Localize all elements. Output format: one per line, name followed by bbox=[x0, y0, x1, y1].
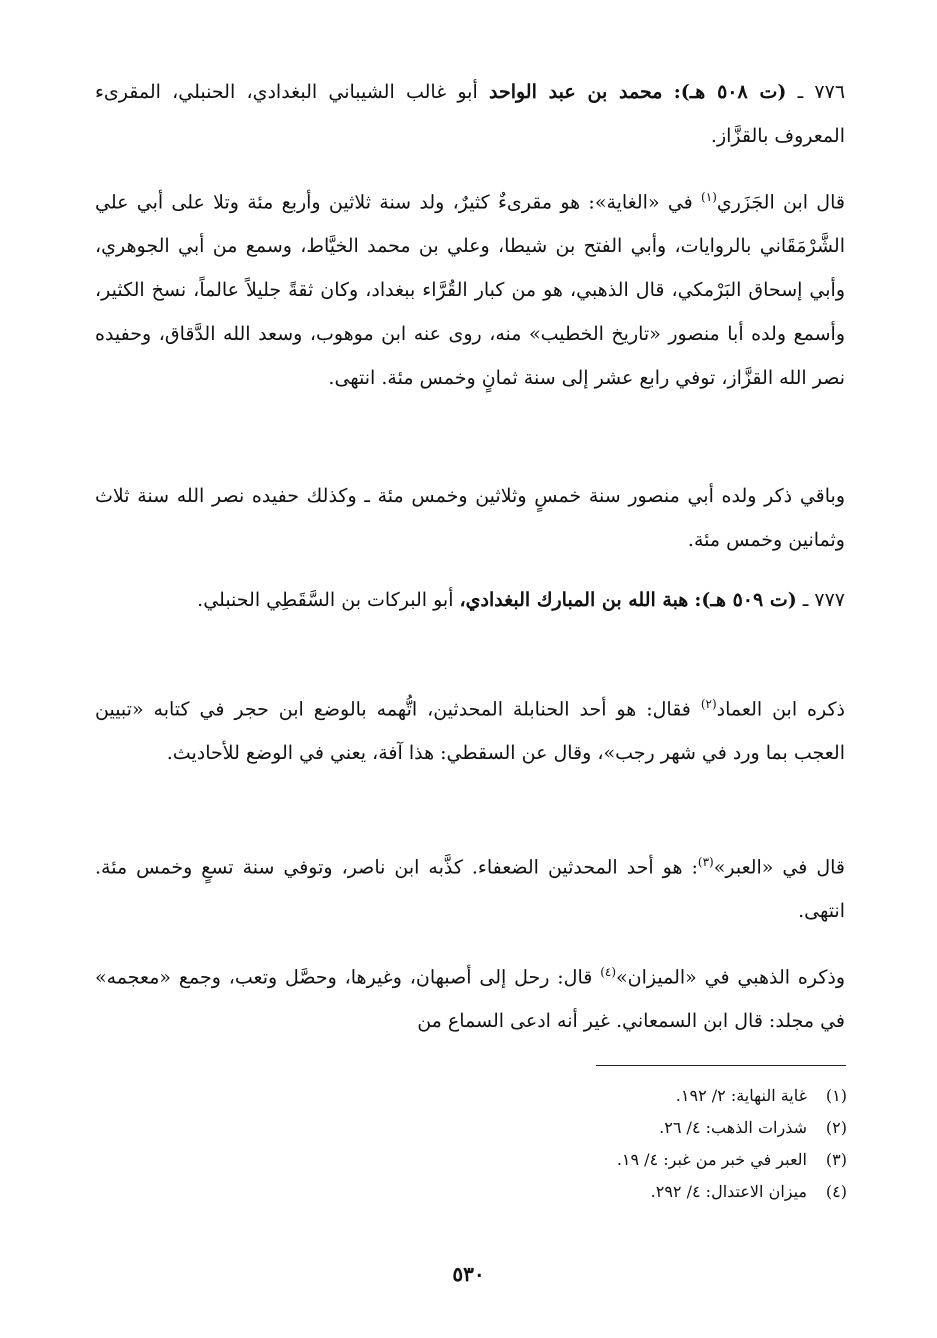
footnote-number: (٣) bbox=[825, 1150, 847, 1169]
paragraph: ذكره ابن العماد$^{(٢)}$ فقال: هو أحد الحنابلة المحدثين، اتُّهمه بالوضع ابن حجر في كتابه «تبيين العجب بما ورد في شهر رجب»، وقال عن السقطي: هذا آفة، يعني في الوضع للأحاديث. bbox=[95, 697, 845, 765]
footnote-ref: (١) bbox=[701, 190, 717, 204]
entry-number: ٧٧٧ bbox=[814, 589, 845, 611]
footnote-text: العبر في خبر من غبر: ٤/ ١٩. bbox=[616, 1150, 807, 1169]
paragraph: وذكره الذهبي في «الميزان»$^{(٤)}$ قال: رحل إلى أصبهان، وغيرها، وحصَّل وتعب، وجمع «معجمه» في مجلد: قال ابن السمعاني. غير أنه ادعى السماع من bbox=[95, 965, 846, 1033]
footnote-divider bbox=[596, 1065, 846, 1066]
footnote-text: ميزان الاعتدال: ٤/ ٢٩٢. bbox=[650, 1182, 807, 1201]
footnote-number: (٤) bbox=[825, 1182, 847, 1201]
footnote bbox=[500, 1112, 847, 1144]
entry-name-rest: أبو غالب الشيباني البغدادي، الحنبلي، المقرىء المعروف بالقزَّاز. bbox=[95, 81, 845, 147]
entry-name: هبة الله بن المبارك البغدادي، bbox=[459, 589, 689, 611]
footnote-ref: (٢) bbox=[700, 697, 717, 711]
footnote bbox=[500, 1080, 847, 1112]
page-number: ٥٣٠ bbox=[452, 1262, 485, 1286]
paragraph: وباقي ذكر ولده أبي منصور سنة خمسٍ وثلاثين وخمس مئة ـ وكذلك حفيده نصر الله سنة ثلاث وثمانين وخمس مئة. bbox=[95, 485, 845, 551]
footnote bbox=[500, 1176, 847, 1208]
paragraph: قال ابن الجَزَري$^{(١)}$ في «الغاية»: هو مقرىءٌ كثيرٌ، ولد سنة ثلاثين وأربع مئة وتلا على أبي علي الشَّرْمَقَاني بالروايات، وأبي الفتح بن شيطا، وعلي بن محمد الخيَّاط، وسمع من أبي الجوهري، وأبي إسحاق البَرْمكي، قال الذهبي، هو من كبار القُرَّاء ببغداد، وكان ثقةً جليلاً عالماً، نسخ الكثير، وأسمع ولده أبا منصور «تاريخ الخطيب» منه، روى عنه ابن موهوب، وسعد الله الدَّقاق، وحفيده نصر الله القزَّاز، توفي رابع عشر إلى سنة ثمانٍ وخمس مئة. انتهى. bbox=[95, 190, 845, 390]
entry-name: محمد بن عبد الواحد bbox=[488, 81, 663, 103]
entry-date: (ت ٥٠٩ هـ): bbox=[694, 589, 797, 611]
paragraph: قال في «العبر»$^{(٣)}$: هو أحد المحدثين الضعفاء. كذَّبه ابن ناصر، وتوفي سنة تسعٍ وخمس مئة. انتهى. bbox=[95, 855, 845, 923]
footnote-text: غاية النهاية: ٢/ ١٩٢. bbox=[675, 1086, 807, 1105]
footnote-ref: (٣) bbox=[697, 855, 714, 869]
footnotes bbox=[500, 1080, 847, 1208]
footnote-text: شذرات الذهب: ٤/ ٢٦. bbox=[659, 1118, 807, 1137]
footnote-number: (٢) bbox=[825, 1118, 847, 1137]
entry-number: ٧٧٦ bbox=[814, 81, 846, 103]
footnote-ref: (٤) bbox=[600, 965, 617, 979]
footnote-number: (١) bbox=[825, 1086, 847, 1105]
entry-777: ٧٧٧ ـ (ت ٥٠٩ هـ): هبة الله بن المبارك البغدادي، أبو البركات بن السَّقَطِي الحنبلي. bbox=[197, 589, 845, 611]
footnote bbox=[500, 1144, 847, 1176]
entry-date: (ت ٥٠٨ هـ): bbox=[673, 81, 787, 103]
entry-name-rest: أبو البركات بن السَّقَطِي الحنبلي. bbox=[197, 589, 454, 611]
entry-776: ٧٧٦ ـ (ت ٥٠٨ هـ): محمد بن عبد الواحد أبو غالب الشيباني البغدادي، الحنبلي، المقرىء المعروف بالقزَّاز. bbox=[95, 81, 846, 147]
